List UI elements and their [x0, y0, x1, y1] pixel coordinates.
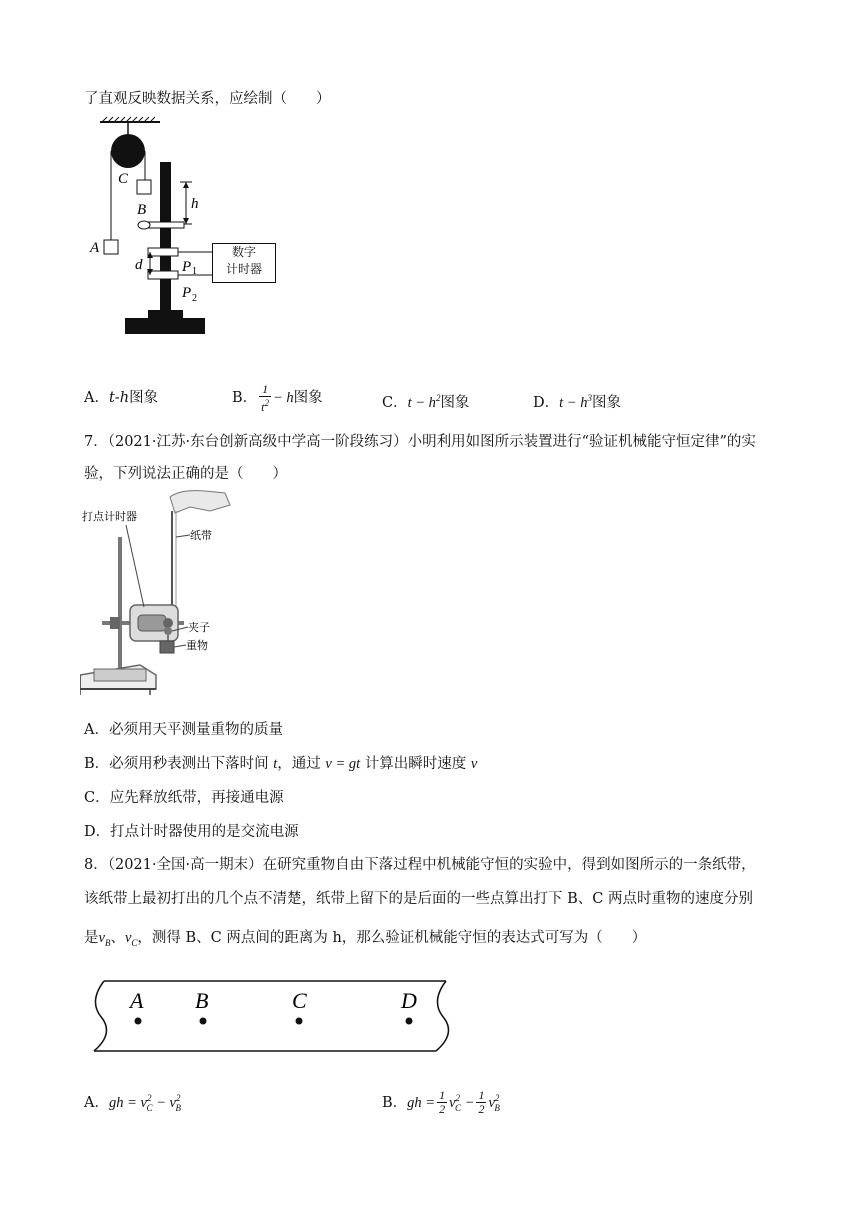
q7-stem-line2: 验，下列说法正确的是（ ） — [84, 466, 287, 482]
timer-box-line2: 计时器 — [225, 262, 262, 276]
q7-option-b-t: t — [273, 756, 278, 772]
tape-dot-A — [135, 1018, 142, 1025]
q6-option-c — [382, 388, 469, 413]
q7-option-b-post: 计算出瞬时速度 — [360, 756, 471, 772]
tape-label-D: D — [401, 988, 417, 1013]
label-C: C — [118, 171, 129, 187]
q8-option-b-sup2: 2 — [494, 1093, 500, 1103]
q8-line3-vc-sub: C — [131, 937, 138, 948]
q7-option-b-mid: ，通过 — [277, 756, 326, 772]
q6-option-d — [533, 388, 621, 413]
q8-option-a — [84, 1088, 181, 1118]
q7-option-b-v: v — [470, 756, 478, 772]
q8-paper-tape-figure — [84, 972, 456, 1056]
q8-option-b-lhs: gh = — [407, 1094, 436, 1111]
label-B: B — [137, 202, 147, 218]
q7-option-c: C．应先释放纸带，再接通电源 — [84, 790, 284, 806]
tape-dot-C — [296, 1018, 303, 1025]
tape-label-A: A — [130, 988, 144, 1013]
frac1-num: 1 — [439, 1088, 446, 1103]
q8-line3-vc: v — [124, 930, 132, 946]
digital-timer-box — [212, 243, 276, 283]
q6-option-c-expr: t − h — [407, 394, 436, 411]
q6-option-c-exp: 2 — [435, 393, 441, 403]
label-clip: 夹子 — [188, 621, 210, 634]
label-tape: 纸带 — [190, 529, 212, 542]
frac-den-exp: 2 — [264, 397, 269, 408]
q8-line3-prefix: 是 — [84, 930, 99, 946]
q6-option-d-letter: D． — [533, 394, 560, 411]
q7-option-b-formula: v = gt — [325, 756, 361, 772]
q7-option-d: D．打点计时器使用的是交流电源 — [84, 824, 299, 840]
q6-option-a-letter: A． — [84, 390, 109, 406]
frac-den: t — [261, 399, 265, 414]
label-A: A — [90, 240, 100, 256]
q7-option-b — [84, 754, 477, 774]
frac-num: 1 — [259, 383, 271, 397]
q7-option-b-pre: B．必须用秒表测出下落时间 — [84, 756, 274, 772]
q6-stem-tail: 了直观反映数据关系，应绘制（ ） — [84, 91, 331, 107]
q6-option-d-exp: 3 — [587, 393, 592, 403]
label-P1-sub: 1 — [192, 266, 197, 277]
pulley — [111, 134, 145, 168]
q8-option-b-frac2 — [476, 1089, 486, 1116]
q8-stem-line1: 8．（2021·全国·高一期末）在研究重物自由下落过程中机械能守恒的实验中，得到如图所示的一条纸带， — [84, 857, 756, 873]
q8-option-b-v2: v — [488, 1094, 495, 1111]
q8-option-a-minus: − v — [152, 1094, 176, 1111]
label-d: d — [135, 257, 143, 273]
q8-option-b-sup1: 2 — [455, 1093, 461, 1103]
q8-line3-vb: v — [98, 930, 105, 946]
q6-option-b-fraction — [259, 383, 271, 414]
label-h: h — [191, 196, 199, 212]
q8-line3-vb-sub: B — [104, 937, 111, 948]
q8-option-b — [382, 1080, 500, 1126]
q8-option-a-sup1: 2 — [146, 1093, 152, 1103]
q7-apparatus-figure — [80, 489, 250, 695]
q6-option-b-minus: − h — [273, 390, 294, 406]
q8-option-a-lhs: gh = v — [108, 1094, 147, 1111]
q8-line3-suffix: ，测得 B、C 两点间的距离为 h，那么验证机械能守恒的表达式可写为（ ） — [137, 930, 647, 946]
q8-stem-line2: 该纸带上最初打出的几个点不清楚，纸带上留下的是后面的一些点算出打下 B、C 两点时重物的速度分别 — [84, 891, 753, 907]
q8-stem-line3 — [84, 928, 646, 953]
q8-option-b-letter: B． — [382, 1094, 408, 1111]
q8-option-b-frac1 — [437, 1089, 447, 1116]
tape-label-C: C — [292, 988, 307, 1013]
q7-option-a: A．必须用天平测量重物的质量 — [84, 722, 283, 738]
q8-option-a-letter: A． — [84, 1094, 109, 1111]
q8-option-a-sub2: B — [175, 1102, 181, 1113]
frac2-num: 1 — [478, 1088, 485, 1103]
tape-dot-B — [200, 1018, 207, 1025]
q7-stem-line1: 7．（2021·江苏·东台创新高级中学高一阶段练习）小明利用如图所示装置进行“验证机械能守恒定律”的实 — [84, 434, 756, 450]
q6-option-d-suffix: 图象 — [591, 394, 621, 411]
label-P1: P — [182, 259, 192, 275]
frac1-den: 2 — [439, 1102, 446, 1117]
q6-option-b — [232, 380, 323, 416]
q6-option-c-suffix: 图象 — [440, 394, 470, 411]
q8-line3-sep: 、 — [110, 930, 125, 946]
label-weight: 重物 — [186, 639, 208, 652]
tape-label-B: B — [195, 988, 209, 1013]
tape-dot-D — [406, 1018, 413, 1025]
label-timer: 打点计时器 — [82, 510, 137, 523]
q8-option-a-sub1: C — [146, 1102, 153, 1113]
q6-option-b-suffix: 图象 — [293, 390, 323, 406]
q8-option-b-v1: v — [449, 1094, 456, 1111]
label-P2: P — [182, 285, 192, 301]
q6-option-a-suffix: 图象 — [129, 390, 159, 406]
timer-box-line1: 数字 — [231, 245, 256, 259]
q8-option-b-minus: − — [461, 1094, 475, 1111]
q6-apparatus-figure — [88, 116, 228, 342]
q8-option-b-sub2: B — [494, 1102, 500, 1113]
q6-option-d-expr: t − h — [559, 394, 588, 411]
q8-option-b-sub1: C — [455, 1102, 462, 1113]
q8-option-a-sup2: 2 — [175, 1093, 181, 1103]
q6-option-a-var: t-h — [108, 390, 130, 406]
q6-option-c-letter: C． — [382, 394, 408, 411]
frac2-den: 2 — [478, 1102, 485, 1117]
q6-option-a — [84, 388, 158, 408]
label-P2-sub: 2 — [192, 293, 197, 304]
q6-option-b-letter: B． — [232, 390, 258, 406]
